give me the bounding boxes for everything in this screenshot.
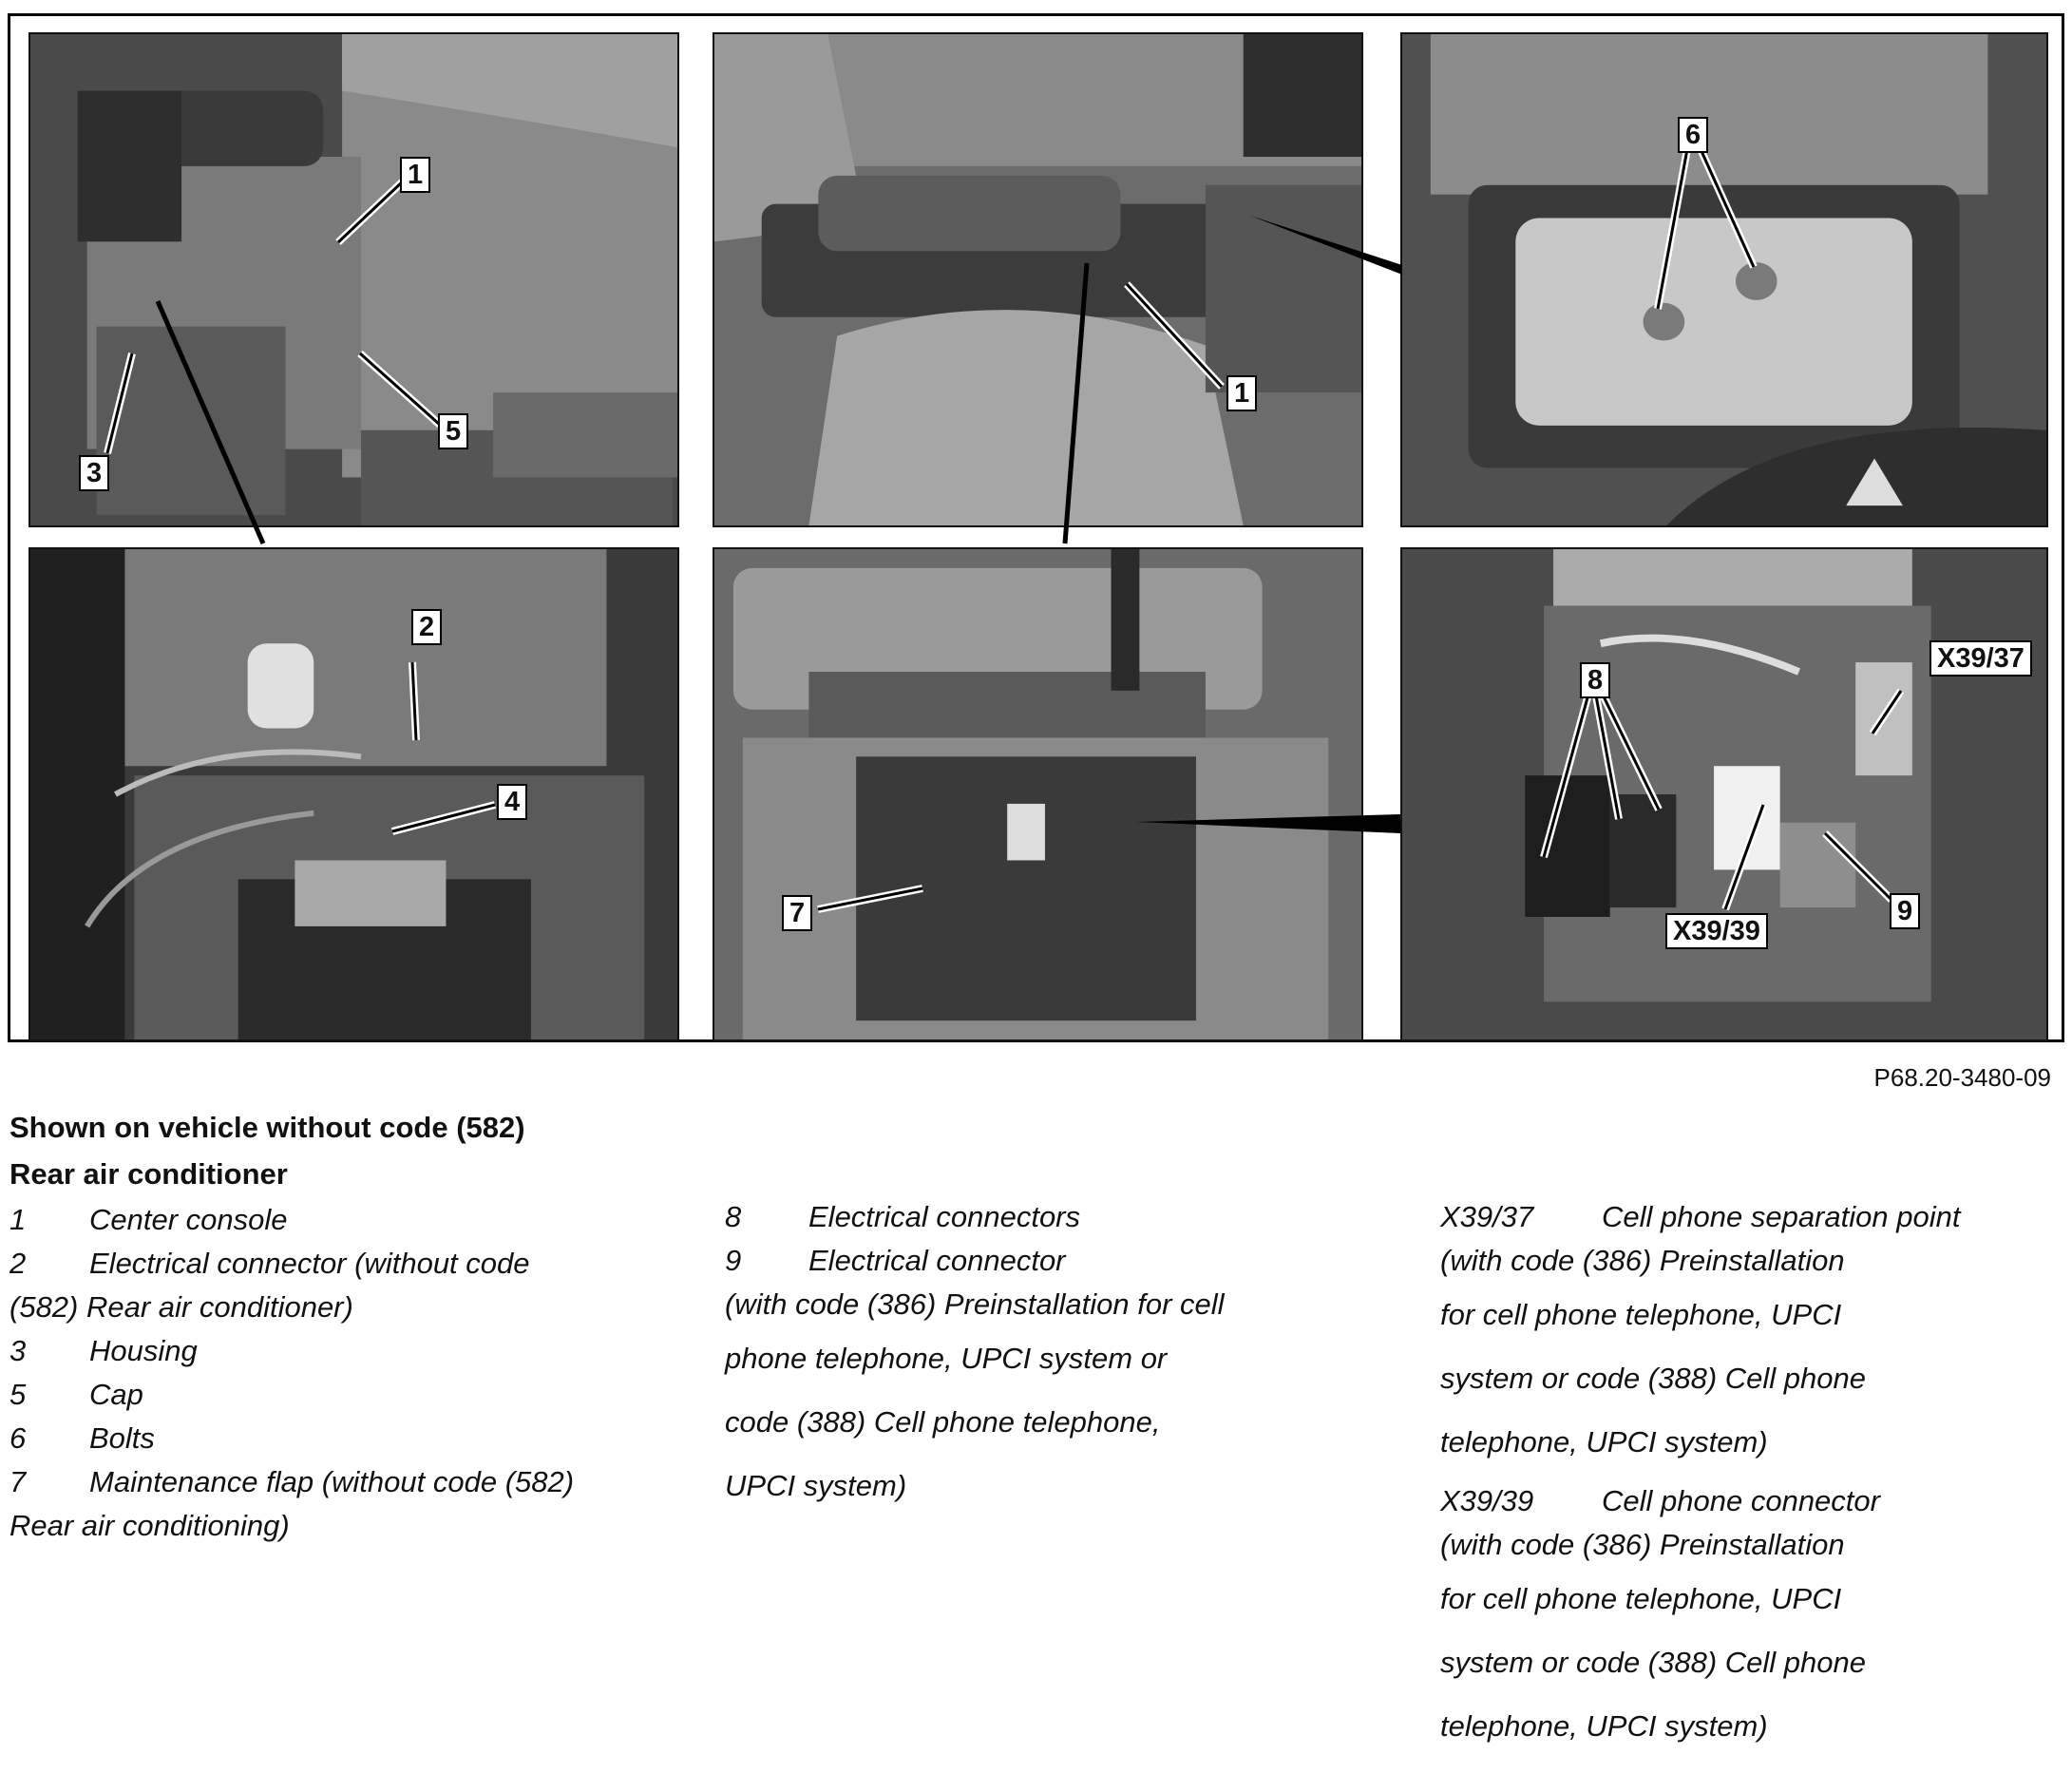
- figure-id: P68.20-3480-09: [1873, 1063, 2051, 1092]
- legend-continuation: Rear air conditioning): [10, 1509, 290, 1542]
- legend-number: 9: [725, 1244, 742, 1277]
- callout-6: 6: [1678, 117, 1708, 153]
- legend-number: X39/39: [1440, 1484, 1534, 1517]
- callout-2: 2: [411, 609, 442, 645]
- legend-continuation: system or code (388) Cell phone: [1440, 1362, 1867, 1395]
- legend-continuation: for cell phone telephone, UPCI: [1440, 1582, 1842, 1615]
- legend-text: Electrical connectors: [808, 1200, 1081, 1233]
- callout-9: 9: [1890, 893, 1920, 929]
- legend-text: Electrical connector: [808, 1244, 1066, 1277]
- legend-item-x39-37: [1440, 1195, 1960, 1239]
- legend-column-1: [10, 1198, 574, 1548]
- photo-cell-phone-connectors: [1400, 547, 2048, 1041]
- callout-x39-37: X39/37: [1929, 640, 2032, 677]
- legend-item-2: [10, 1242, 574, 1286]
- legend-text: Electrical connector (without code: [89, 1247, 530, 1280]
- callout-5: 5: [438, 413, 468, 449]
- legend-continuation: system or code (388) Cell phone: [1440, 1646, 1867, 1679]
- legend-number: X39/37: [1440, 1200, 1534, 1233]
- legend-continuation: (with code (386) Preinstallation for cell: [725, 1287, 1225, 1321]
- legend-continuation: UPCI system): [725, 1469, 907, 1502]
- legend-continuation: for cell phone telephone, UPCI: [1440, 1298, 1842, 1331]
- legend-column-2: [725, 1195, 1225, 1517]
- legend-number: 1: [10, 1203, 27, 1236]
- legend-text: Bolts: [89, 1421, 155, 1455]
- legend-number: 5: [10, 1378, 27, 1411]
- callout-x39-39: X39/39: [1665, 913, 1768, 949]
- legend-continuation: (582) Rear air conditioner): [10, 1290, 353, 1324]
- callout-1-photo2: 1: [1226, 375, 1257, 411]
- callout-4: 4: [497, 784, 527, 820]
- legend-continuation: telephone, UPCI system): [1440, 1425, 1768, 1458]
- callout-7: 7: [782, 895, 812, 931]
- legend-item-x39-39: [1440, 1479, 1960, 1523]
- photo-maintenance-flap: [713, 547, 1363, 1041]
- legend-continuation: phone telephone, UPCI system or: [725, 1342, 1168, 1375]
- photo-center-console: [713, 32, 1363, 527]
- legend-continuation: telephone, UPCI system): [1440, 1709, 1768, 1743]
- legend-continuation: code (388) Cell phone telephone,: [725, 1405, 1161, 1439]
- legend-item-6: [10, 1417, 574, 1460]
- legend-item-5: [10, 1373, 574, 1417]
- legend-item-7: [10, 1460, 574, 1504]
- photo-figure: [8, 13, 2064, 1042]
- photo-storage-bin-bolts: [1400, 32, 2048, 527]
- photo-connectors-console-removed: [29, 547, 679, 1041]
- legend-text: Housing: [89, 1334, 198, 1367]
- legend-item-9: [725, 1239, 1225, 1283]
- legend-number: 7: [10, 1465, 27, 1498]
- photo-rear-seat-housing: [29, 32, 679, 527]
- heading-rear-ac: Rear air conditioner: [10, 1157, 288, 1191]
- legend-text: Maintenance flap (without code (582): [89, 1465, 575, 1498]
- legend-item-1: [10, 1198, 574, 1242]
- legend-item-3: [10, 1329, 574, 1373]
- legend-text: Cell phone connector: [1602, 1484, 1880, 1517]
- legend-number: 3: [10, 1334, 27, 1367]
- heading-vehicle-code: Shown on vehicle without code (582): [10, 1111, 525, 1144]
- legend-item-8: [725, 1195, 1225, 1239]
- legend-number: 6: [10, 1421, 27, 1455]
- legend-text: Cap: [89, 1378, 143, 1411]
- legend-column-3: [1440, 1195, 1960, 1758]
- legend-continuation: (with code (386) Preinstallation: [1440, 1528, 1845, 1561]
- legend-number: 2: [10, 1247, 27, 1280]
- callout-1-photo1: 1: [400, 157, 430, 193]
- legend-number: 8: [725, 1200, 742, 1233]
- legend-text: Center console: [89, 1203, 288, 1236]
- legend-continuation: (with code (386) Preinstallation: [1440, 1244, 1845, 1277]
- callout-3: 3: [79, 455, 109, 491]
- callout-8: 8: [1580, 662, 1610, 698]
- legend-text: Cell phone separation point: [1602, 1200, 1961, 1233]
